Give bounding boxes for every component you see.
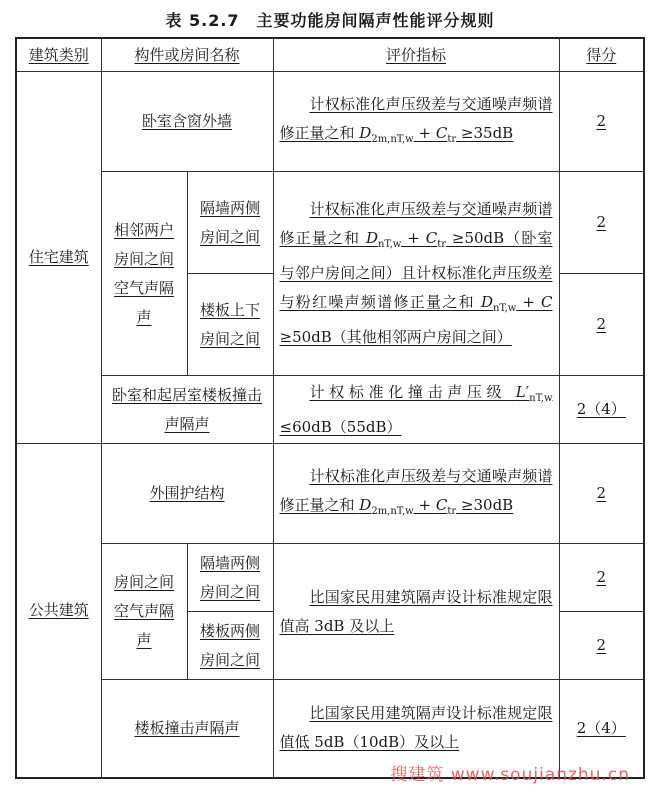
score-value: 2 xyxy=(559,544,644,612)
component-name: 楼板撞击声隔声 xyxy=(101,680,273,778)
component-group: 相邻两户房间之间空气声隔声 xyxy=(101,172,187,376)
score-value: 2 xyxy=(559,612,644,680)
score-value: 2 xyxy=(559,444,644,544)
table-row xyxy=(16,544,644,612)
component-sub: 隔墙两侧房间之间 xyxy=(187,544,273,612)
table-title: 表 5.2.7 主要功能房间隔声性能评分规则 xyxy=(165,11,495,30)
score-value: 2 xyxy=(559,72,644,172)
component-name: 卧室和起居室楼板撞击声隔声 xyxy=(101,376,273,444)
category-public: 公共建筑 xyxy=(16,444,101,778)
component-group: 房间之间空气声隔声 xyxy=(101,544,187,680)
score-value: 2 xyxy=(559,274,644,376)
table-row xyxy=(16,172,644,274)
header-category: 建筑类别 xyxy=(16,38,101,72)
table-row xyxy=(16,376,644,444)
criteria-text: 比国家民用建筑隔声设计标准规定限值高 3dB 及以上 xyxy=(273,544,559,680)
component-sub: 隔墙两侧房间之间 xyxy=(187,172,273,274)
header-score: 得分 xyxy=(559,38,644,72)
criteria-text: 计权标准化撞击声压级 $L'_{nT,w} \le 60dB(55dB)$ xyxy=(273,376,559,444)
watermark: 搜建筑 www.soujianzhu.cn xyxy=(390,765,630,785)
component-sub: 楼板上下房间之间 xyxy=(187,274,273,376)
category-residential: 住宅建筑 xyxy=(16,72,101,444)
criteria-text: 计权标准化声压级差与交通噪声频谱修正量之和 $D_{nT,w} + C_{tr} \ge 50dB$（卧室与邻户房间之间）且计权标准化声压级差与粉红噪声频谱修正量之和 $D_{nT,w} + C \ge 50dB$（其他相邻两户房间之间） xyxy=(273,172,559,376)
header-criteria: 评价指标 xyxy=(273,38,559,72)
header-row xyxy=(16,38,644,72)
component-name: 外围护结构 xyxy=(101,444,273,544)
criteria-text: 计权标准化声压级差与交通噪声频谱修正量之和 $D_{2m,nT,w} + C_{tr} \ge 35dB$ xyxy=(273,72,559,172)
criteria-text: 比国家民用建筑隔声设计标准规定限值低 5dB（10dB）及以上 xyxy=(273,680,559,778)
table-row xyxy=(16,444,644,544)
component-name: 卧室含窗外墙 xyxy=(101,72,273,172)
scoring-table xyxy=(15,37,645,779)
score-value: 2（4） xyxy=(559,680,644,778)
score-value: 2（4） xyxy=(559,376,644,444)
component-sub: 楼板两侧房间之间 xyxy=(187,612,273,680)
header-component: 构件或房间名称 xyxy=(101,38,273,72)
criteria-text: 计权标准化声压级差与交通噪声频谱修正量之和 $D_{2m,nT,w} + C_{tr} \ge 30dB$ xyxy=(273,444,559,544)
score-value: 2 xyxy=(559,172,644,274)
table-row xyxy=(16,72,644,172)
